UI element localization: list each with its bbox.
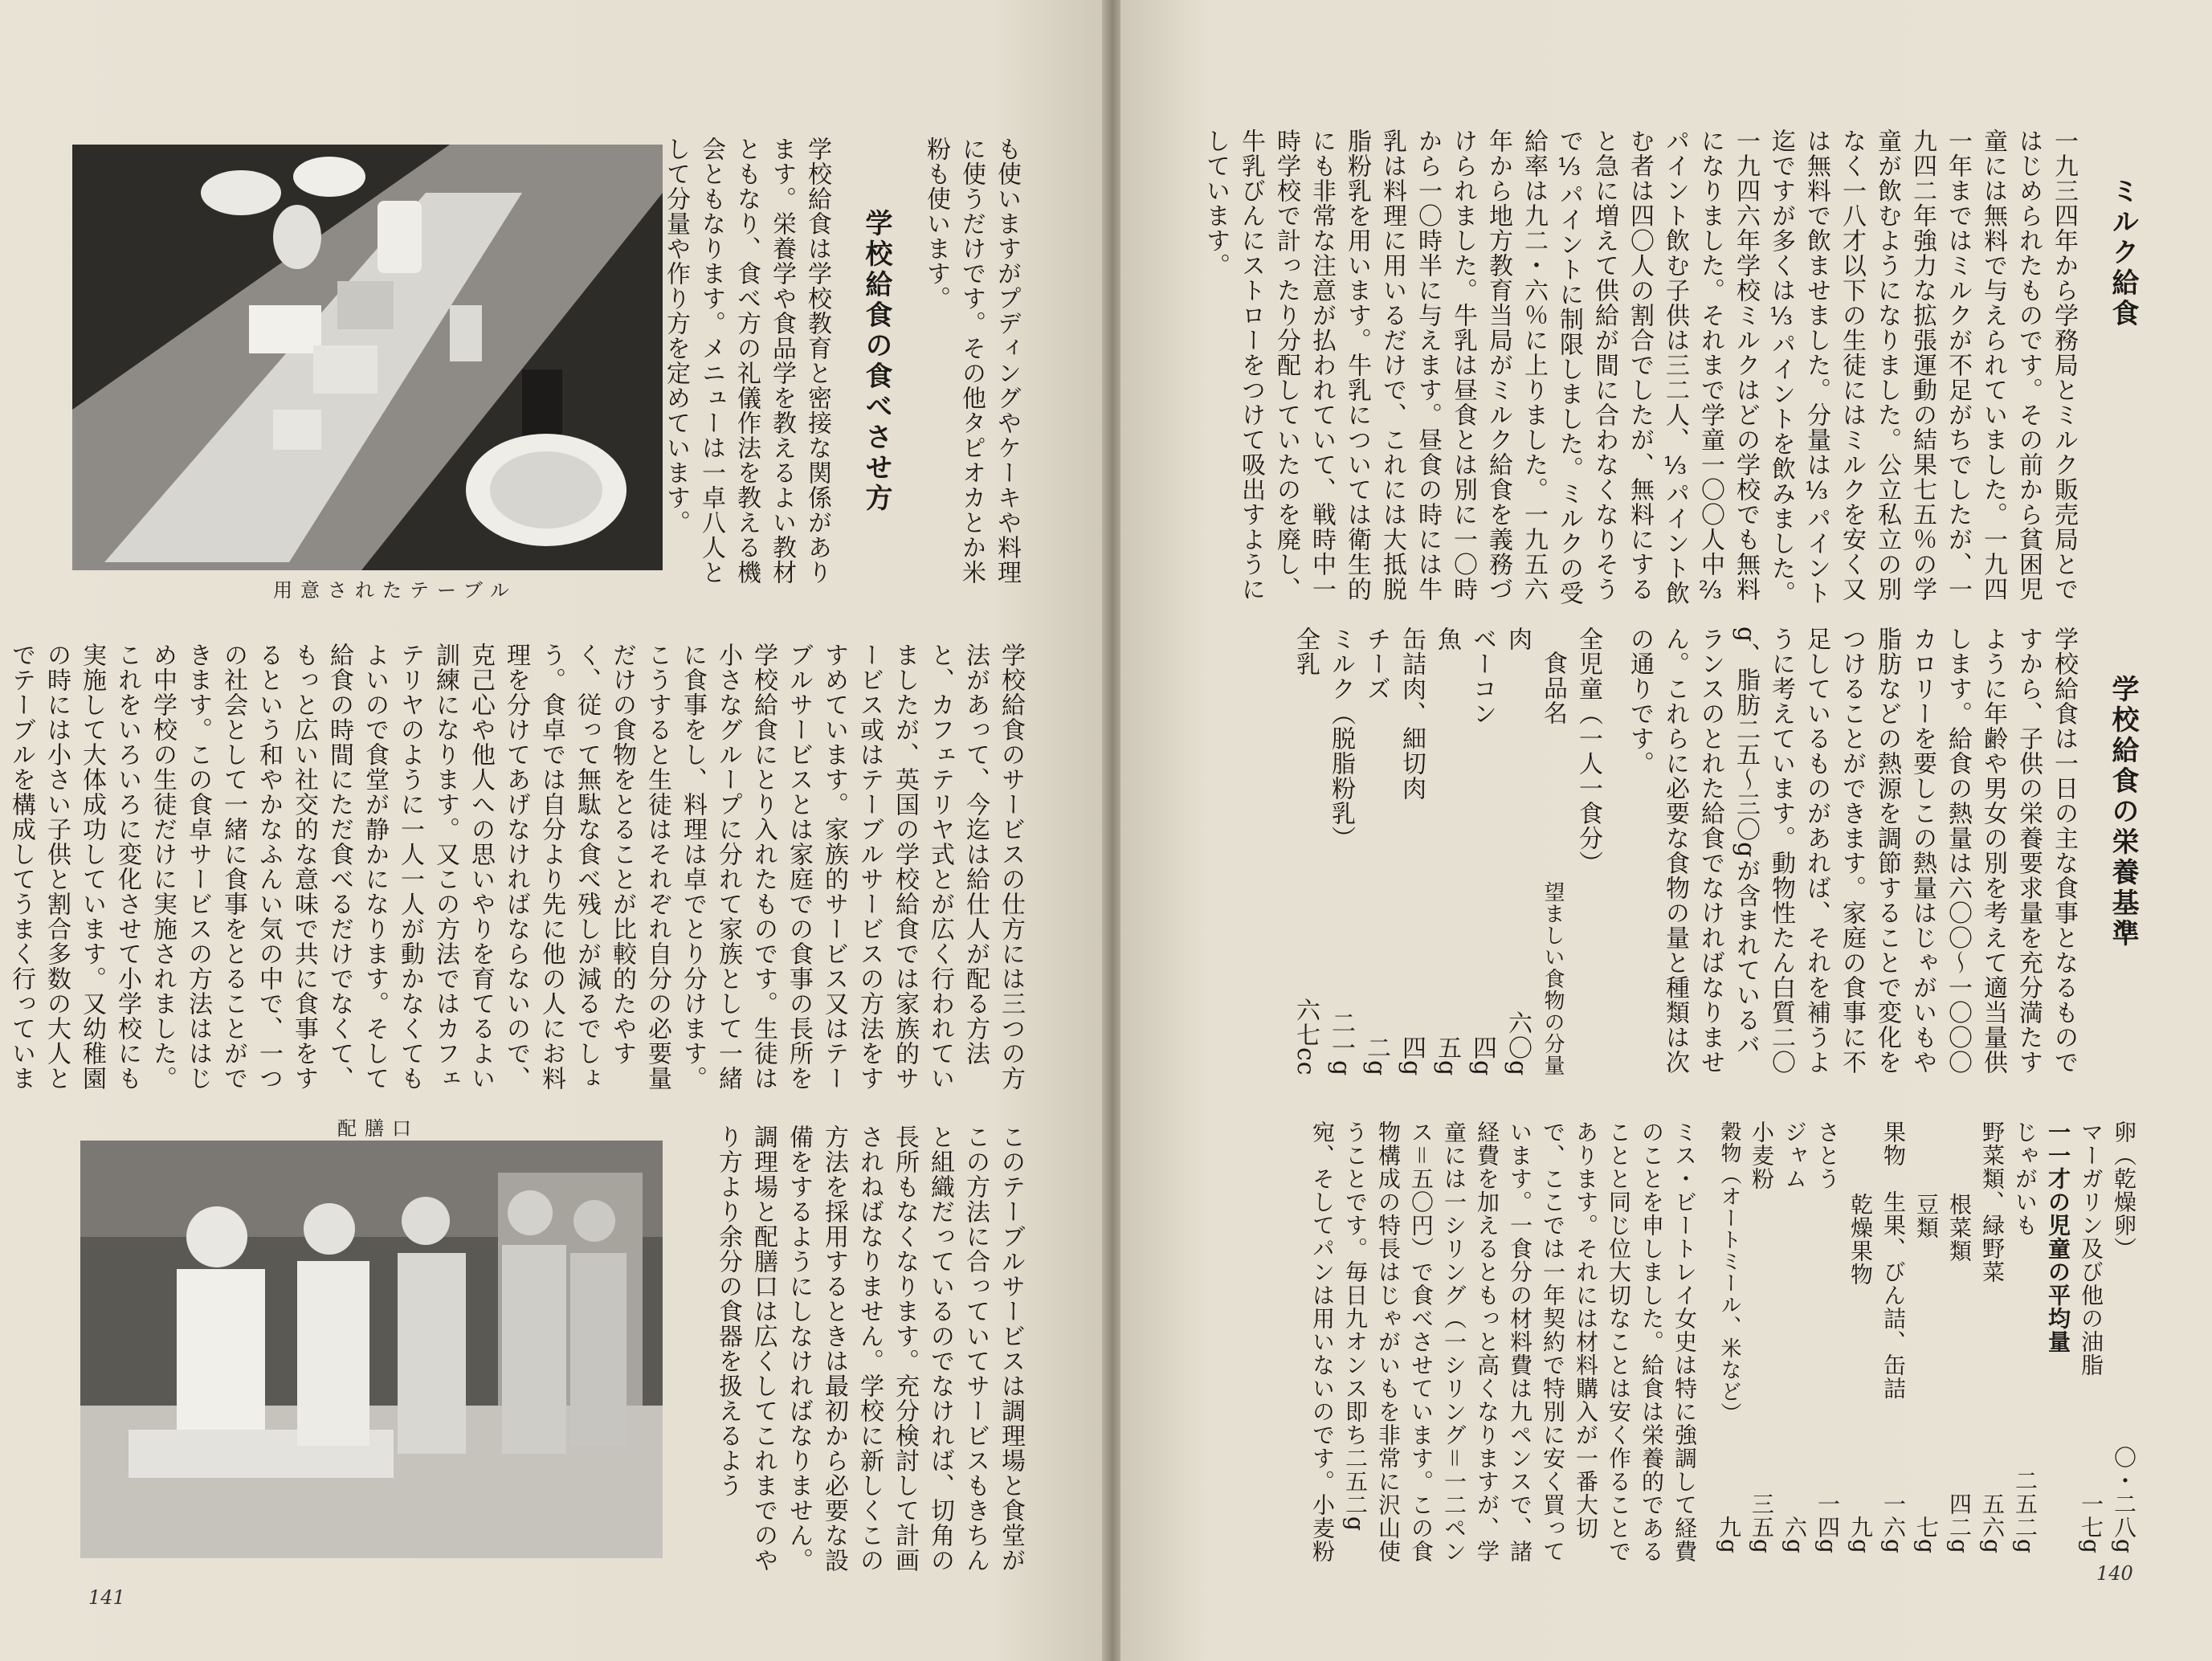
table1-item-amount: 四g [1398, 1035, 1426, 1076]
milk-heading: ミルク給食 [2107, 177, 2139, 329]
table-row [1394, 626, 1429, 1076]
table2-item-amount: 二五二g [2012, 1469, 2039, 1554]
table2-item-amount: 五六g [1979, 1492, 2006, 1554]
manner-heading: 学校給食の食べさせ方 [860, 209, 892, 514]
table-row [1745, 1120, 1778, 1554]
table-row [1943, 1120, 1976, 1554]
table1-item-name: マーガリン及び他の油脂 [2078, 1120, 2104, 1377]
table1-item-amount: 二g [1362, 1035, 1390, 1076]
left-service-text [7, 643, 1028, 1092]
table2-item-name: 野菜類、緑野菜 [1979, 1120, 2006, 1284]
table1-header-name: 食品名 [1539, 651, 1567, 725]
table1-item-name: 肉 [1504, 626, 1532, 651]
table1-item-amount: 六七cc [1292, 998, 1320, 1076]
table-row [1844, 1120, 1877, 1554]
table2-item-name: さとう [1814, 1120, 1841, 1190]
table-row [1429, 626, 1464, 1076]
table1-item-amount: 五g [1433, 1035, 1461, 1076]
table-row [1500, 626, 1535, 1076]
table2-item-name: 小麦粉 [1749, 1120, 1775, 1190]
left-page-number: 141 [88, 1586, 125, 1609]
table-row [1976, 1120, 2009, 1554]
left-page [0, 0, 1104, 1661]
table2-item-amount: 六g [1781, 1516, 1808, 1554]
manner-paragraph: 学校給食は学校教育と密接な関係があります。栄養学や食品学を教えるよい教材ともなり、食べ方の礼儀作法を教える機会ともなります。メニューは一卓八人として分量や作り方を定めています。 [662, 137, 831, 585]
right-page-number: 140 [2096, 1562, 2133, 1585]
table1-title: 全児童（一人一食分） [1574, 626, 1602, 875]
table-photo [72, 145, 663, 570]
table2-item-name: 乾燥果物 [1847, 1193, 1874, 1286]
table1-item-name: 魚 [1433, 626, 1461, 651]
table-row [1323, 626, 1358, 1076]
table2-item-name: 根菜類 [1946, 1193, 1973, 1263]
bottom-paragraph: このテーブルサービスは調理場と食堂がこの方法に合っていてサービスもきちんと組織だっているのでなければ、切角の長所もなくなります。充分検討して計画されねばなりません。学校に新しくこの方法を採用するときは最初から必要な設備をするようにしなければなりません。調理場と配膳口は広くしてこれまでのやり方より余分の食器を扱えるよう [714, 1124, 1025, 1573]
table2-item-name: じゃがいも [2012, 1120, 2039, 1237]
table1-item-name: 缶詰肉、細切肉 [1398, 626, 1426, 801]
left-top-paragraph: も使いますがプディングやケーキや料理に使うだけです。その他タピオカとか米粉も使います。 [922, 137, 1021, 585]
right-top-text [1202, 129, 2141, 610]
service-paragraph: 学校給食のサービスの仕方には三つの方法があって、今迄は給仕人が配る方法と、カフェテリヤ式とが広く行われていましたが、英国の学校給食では家族的サービス或はテーブルサービスの方法をすすめています。家族的サービス又はテーブルサービスとは家庭での食事の長所を学校給食にとり入れたものです。生徒は小さなグループに分れて家族として一緒に食事をし、料理は卓でとり分けます。こうすると生徒はそれぞれ自分の必要量だけの食物をとることが比較的たやすく、従って無駄な食べ残しが減るでしょう。食卓では自分より先に他の人にお料理を分けてあげなければならないので、克己心や他人への思いやりを育てるよい訓練になります。又この方法ではカフェテリヤのように一人一人が動かなくてもよいので食堂が静かになります。そして給食の時間にただ食べるだけでなくて、もっと広い社交的な意味で共に食事をするという和やかなふんい気の中で、一つの社会として一緒に食事をとることができます。この食卓サービスの方法ははじめ中学校の生徒だけに実施されました。これをいろいろに変化させて小学校にも実施して大体成功しています。又幼稚園の時には小さい子供と割合多数の大人とでテーブルを構成してうまく行っていま [7, 643, 1025, 1091]
table-row [2108, 1120, 2141, 1554]
right-bottom-text [1233, 1120, 2141, 1570]
table-row [1877, 1120, 1910, 1554]
table2-item-amount: 三五g [1749, 1492, 1775, 1554]
table1-item-amount: 六〇g [1504, 1010, 1532, 1076]
serving-photo-image [80, 1141, 663, 1558]
table2-item-name: 豆類 [1913, 1193, 1940, 1239]
table1-item-name: 全乳 [1292, 626, 1320, 676]
table2-item-amount: 九g [1847, 1516, 1874, 1554]
nutrition-heading: 学校給食の栄養基準 [2107, 675, 2139, 949]
table2-item-name: 果物 生果、びん詰、缶詰 [1880, 1120, 1907, 1400]
table1-item-name: ベーコン [1468, 626, 1496, 726]
table2-item-name: ジャム [1781, 1120, 1808, 1190]
milk-paragraph: 一九三四年から学務局とミルク販売局とではじめられたものです。その前から貧困児童には無料で与えられていました。一九四一年まではミルクが不足がちでしたが、一九四二年強力な拡張運動の結果七五％の学童が飲むようになりました。公立私立の別なく一八才以下の生徒にはミルクを安く又は無料で飲ませました。分量は⅓パイント迄ですが多くは⅓パイントを飲みました。一九四六年学校ミルクはどの学校でも無料になりました。それまで学童一〇〇人中⅔パイント飲む子供は三二人、⅓パイント飲む者は四〇人の割合でしたが、無料にすると急に増えて供給が間に合わなくなりそうで⅓パイントに制限しました。ミルクの受給率は九二・六％に上りました。一九五六年から地方教育当局がミルク給食を義務づけられました。牛乳は昼食とは別に一〇時から一〇時半に与えます。昼食の時には牛乳は料理に用いるだけで、これには大抵脱脂粉乳を用います。牛乳については衛生的にも非常な注意が払われていて、戦時中一時学校で計ったり分配していたのを廃し、牛乳びんにストローをつけて吸出すようにしています。 [1202, 129, 2078, 606]
table-row [1464, 626, 1500, 1076]
table2-item-amount: 四二g [1946, 1492, 1973, 1554]
table2-item-amount: 七g [1913, 1516, 1940, 1554]
table-row [1288, 626, 1323, 1076]
table-photo-caption: 用意されたテーブル [273, 579, 517, 602]
table-row [1712, 1120, 1745, 1554]
table1-item-amount: 一七g [2078, 1492, 2104, 1554]
table2-item-amount: 一六g [1880, 1492, 1907, 1554]
serving-photo [80, 1141, 663, 1558]
table1-item-name: ミルク（脱脂粉乳） [1327, 626, 1355, 851]
table1-item-amount: 〇・二八g [2111, 1446, 2137, 1554]
table-row [2009, 1120, 2042, 1554]
table-row [1358, 626, 1394, 1076]
table2-item-amount: 九g [1716, 1516, 1742, 1554]
left-bottom-text [683, 1124, 1028, 1574]
right-page [1120, 0, 2212, 1661]
table1-item-name: 卵（乾燥卵） [2111, 1120, 2137, 1260]
table2-item-name: 穀物（オートミール、米など） [1717, 1120, 1741, 1424]
nutrition-paragraph: 学校給食は一日の主な食事となるものですから、子供の栄養要求量を充分満たすように年齢や男女の別を考えて適当量供します。給食の熱量は六〇〇〜一〇〇〇カロリーを要しこの熱量はじゃがいもや脂肪などの熱源を調節することで変化をつけることができます。家庭の食事に不足しているものがあれば、それを補うように考えています。動物性たん白質二〇g、脂肪二五〜三〇gが含まれているバランスのとれた給食でなければなりません。これらに必要な食物の量と種類は次の通りです。 [1626, 626, 2078, 1075]
table-photo-image [72, 145, 663, 570]
table-row [1811, 1120, 1844, 1554]
table-row [1778, 1120, 1811, 1554]
table1-item-name: チーズ [1362, 626, 1390, 701]
table1-item-amount: 二一g [1327, 1010, 1355, 1076]
left-top-text [662, 137, 1024, 586]
table-row [1910, 1120, 1943, 1554]
closing-paragraph: ミス・ビートレイ女史は特に強調して経費のことを申しました。給食は栄養的であることと同じ位大切なことは安く作ることであります。それには材料購入が一番大切で、ここでは一年契約で特別に安く買っています。一食分の材料費は九ペンスで、諸経費を加えるともっと高くなりますが、学童には一シリング（一シリング＝一二ペンス＝五〇円）で食べさせています。この食物構成の特長はじゃがいもを非常に沢山使うことです。毎日九オンス即ち二五二g宛、そしてパンは用いないのです。小麦粉 [1309, 1120, 1698, 1564]
table1-item-amount: 四g [1468, 1035, 1496, 1076]
table2-item-amount: 一四g [1814, 1492, 1841, 1554]
table2-title: 一一才の児童の平均量 [2045, 1120, 2071, 1353]
table1-header-amount: 望ましい食物の分量 [1541, 881, 1565, 1076]
serving-photo-caption: 配膳口 [337, 1117, 419, 1140]
right-middle-text [1233, 626, 2141, 1076]
table1-header [1535, 626, 1570, 1076]
table-row [2075, 1120, 2108, 1554]
